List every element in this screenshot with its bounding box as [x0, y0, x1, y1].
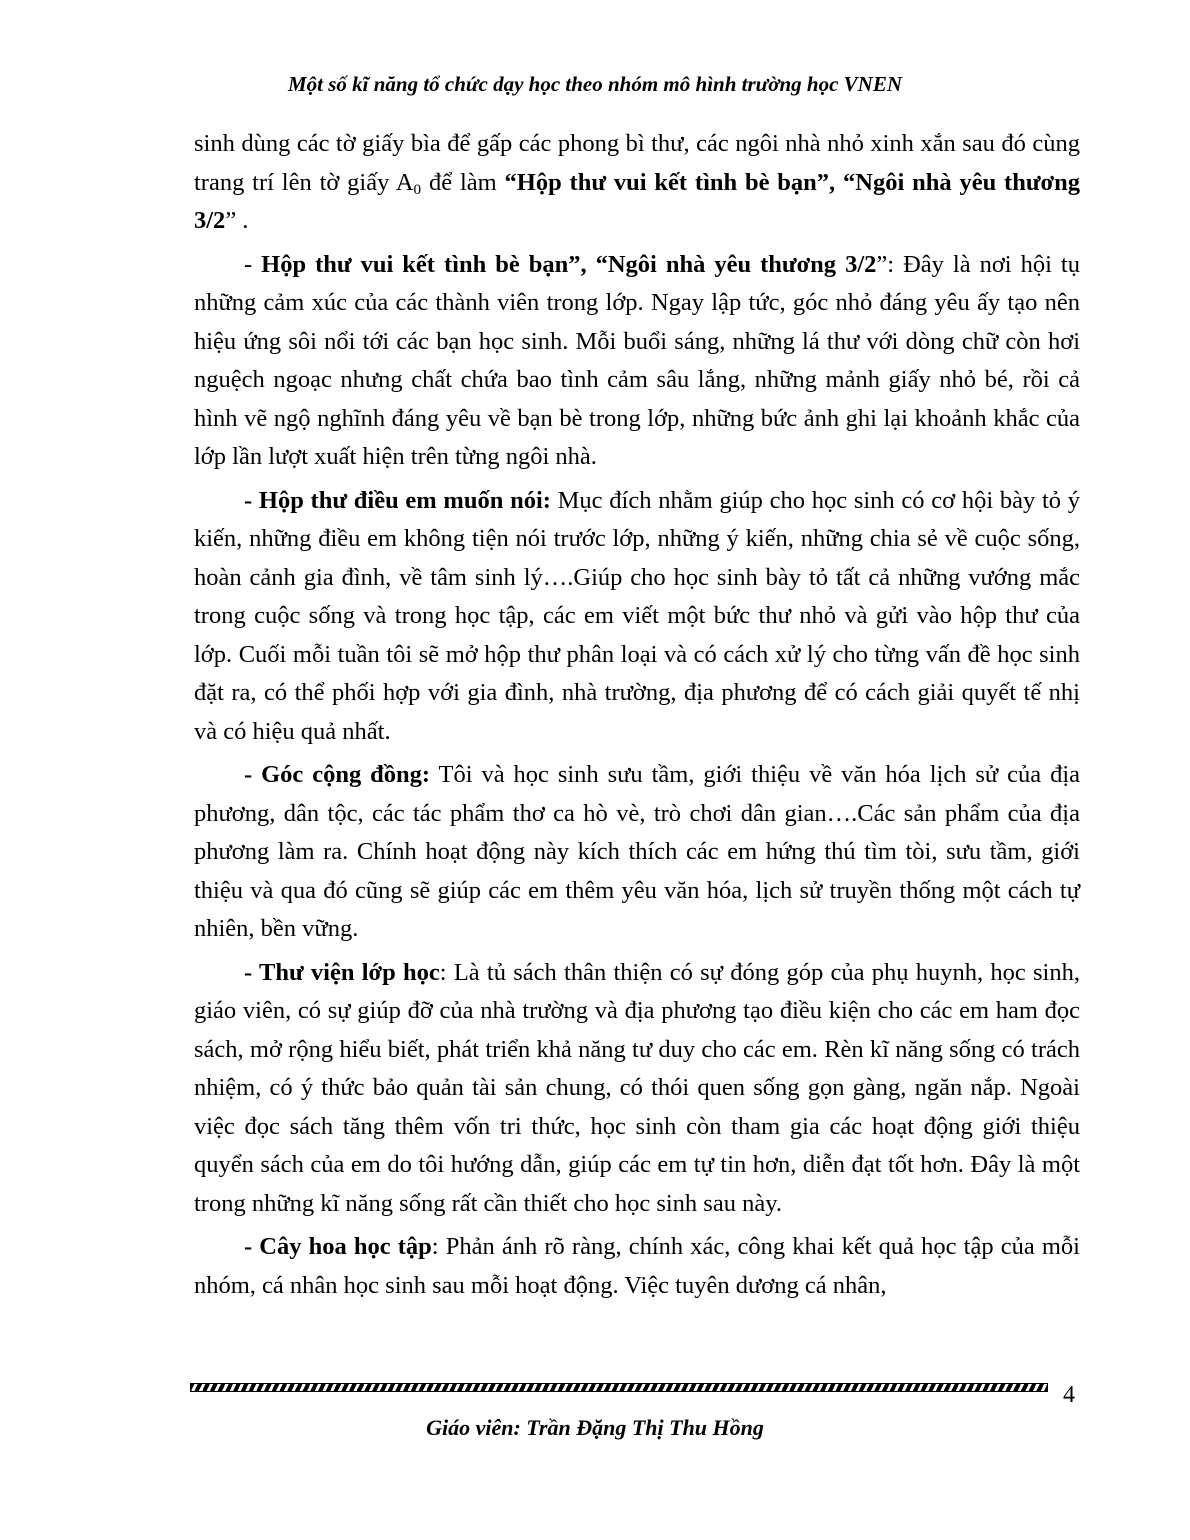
p1-bold: “Hộp thư vui kết tình bè bạn”, “Ngôi nhà yêu thương 3/2 [194, 168, 1080, 234]
p3-text: Mục đích nhằm giúp cho học sinh có cơ hội bày tỏ ý kiến, những điều em không tiện nói trước lớp, những ý kiến, những chia sẻ về cuộc sống, hoàn cảnh gia đình, về tâm sinh lý….Giúp cho học sinh bày tỏ tất cả những vướng mắc trong cuộc sống và trong học tập, các em viết một bức thư nhỏ và gửi vào hộp thư của lớp. Cuối mỗi tuần tôi sẽ mở hộp thư phân loại và có cách xử lý cho từng vấn đề học sinh đặt ra, có thể phối hợp với gia đình, nhà trường, địa phương để có cách giải quyết tế nhị và có hiệu quả nhất. [194, 486, 1080, 745]
p5-bold: - Thư viện lớp học [244, 958, 440, 986]
document-body [194, 125, 1080, 1310]
p2-text: ”: Đây là nơi hội tụ những cảm xúc của các thành viên trong lớp. Ngay lập tức, góc nhỏ đáng yêu ấy tạo nên hiệu ứng sôi nổi tới các bạn học sinh. Mỗi buổi sáng, những lá thư với dòng chữ còn hơi nguệch ngoạc nhưng chất chứa bao tình cảm sâu lắng, những mảnh giấy nhỏ bé, rồi cả hình vẽ ngộ nghĩnh đáng yêu về bạn bè trong lớp, những bức ảnh ghi lại khoảnh khắc của lớp lần lượt xuất hiện trên từng ngôi nhà. [194, 250, 1080, 470]
p2-prefix: - [244, 250, 262, 278]
p1-tail: ” . [225, 207, 249, 234]
page-header: Một số kĩ năng tổ chức dạy học theo nhóm mô hình trường học VNEN [287, 72, 903, 96]
page-footer-author: Giáo viên: Trần Đặng Thị Thu Hồng [426, 1415, 764, 1440]
p2-bold: Hộp thư vui kết tình bè bạn”, “Ngôi nhà yêu thương 3/2 [261, 250, 877, 278]
p3-bold: - Hộp thư điều em muốn nói: [244, 486, 551, 514]
p1-text-b: để làm [421, 168, 505, 196]
p1-subscript: 0 [413, 180, 422, 198]
footer-divider [190, 1383, 1048, 1392]
p5-text: : Là tủ sách thân thiện có sự đóng góp của phụ huynh, học sinh, giáo viên, có sự giúp đỡ của nhà trường và địa phương tạo điều kiện cho các em ham đọc sách, mở rộng hiểu biết, phát triển khả năng tư duy cho các em. Rèn kĩ năng sống có trách nhiệm, có ý thức bảo quản tài sản chung, có thói quen sống gọn gàng, ngăn nắp. Ngoài việc đọc sách tăng thêm vốn tri thức, học sinh còn tham gia các hoạt động giới thiệu quyển sách của em do tôi hướng dẫn, giúp các em tự tin hơn, diễn đạt tốt hơn. Đây là một trong những kĩ năng sống rất cần thiết cho học sinh sau này. [194, 958, 1080, 1217]
p4-text: Tôi và học sinh sưu tầm, giới thiệu về văn hóa lịch sử của địa phương, dân tộc, các tác phẩm thơ ca hò vè, trò chơi dân gian….Các sản phẩm của địa phương làm ra. Chính hoạt động này kích thích các em hứng thú tìm tòi, sưu tầm, giới thiệu và qua đó cũng sẽ giúp các em thêm yêu văn hóa, lịch sử truyền thống một cách tự nhiên, bền vững. [194, 761, 1080, 942]
paragraph-hop-thu-vui [194, 246, 1080, 477]
p1-text-a: sinh dùng các tờ giấy bìa để gấp các phong bì thư, các ngôi nhà nhỏ xinh xắn sau đó cùng trang trí lên tờ giấy A [194, 130, 1080, 196]
p6-bold: - Cây hoa học tập [244, 1233, 432, 1260]
paragraph-goc-cong-dong [194, 756, 1080, 949]
p6-text: : Phản ánh rõ ràng, chính xác, công khai kết quả học tập của mỗi nhóm, cá nhân học sinh sau mỗi hoạt động. Việc tuyên dương cá nhân, [194, 1233, 1080, 1299]
p4-bold: - Góc cộng đồng: [244, 761, 431, 788]
page-number: 4 [1063, 1382, 1075, 1408]
paragraph-cay-hoa-hoc-tap [194, 1228, 1080, 1305]
paragraph-hop-thu-dieu-em-muon-noi [194, 482, 1080, 752]
paragraph-thu-vien-lop-hoc [194, 954, 1080, 1224]
paragraph-continuation [194, 125, 1080, 241]
